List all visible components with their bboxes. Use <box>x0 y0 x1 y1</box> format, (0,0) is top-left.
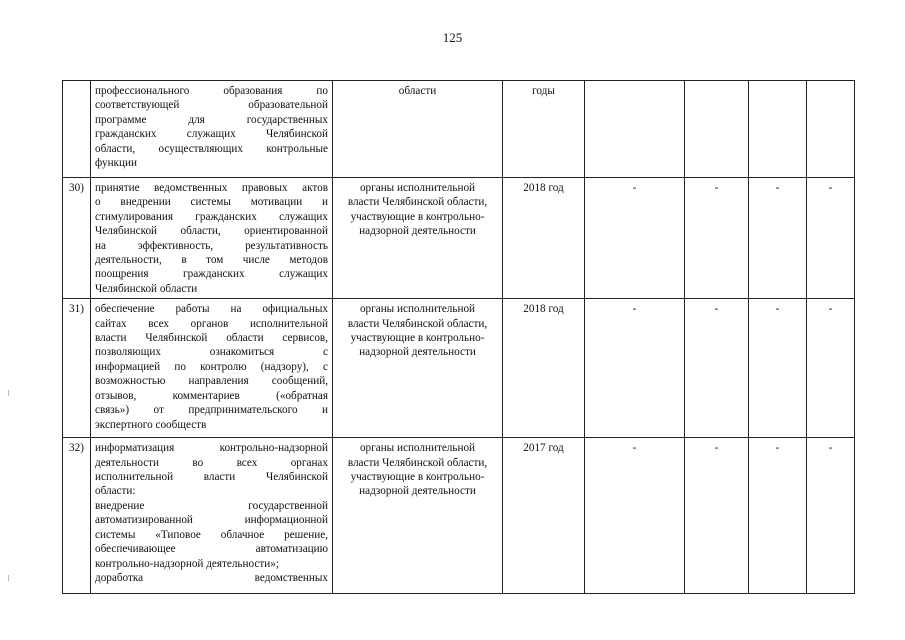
text-line: органы исполнительной <box>359 442 476 455</box>
cell-value-4: - <box>807 178 855 299</box>
text-line: гражданских служащих Челябинской <box>95 128 328 141</box>
table-row-continuation <box>63 81 855 178</box>
cell-description <box>91 438 333 594</box>
cell-description <box>91 81 333 178</box>
cell-number: 30) <box>63 178 91 299</box>
text-line: информатизация контрольно-надзорной <box>95 442 328 455</box>
text-line: надзорной деятельности <box>359 225 476 238</box>
cell-value-3: - <box>749 299 807 438</box>
text-line: информацией по контролю (надзору), с <box>95 360 328 373</box>
text-line: Челябинской области, ориентированной <box>95 225 328 238</box>
text-line: на эффективность, результативность <box>95 239 328 252</box>
text-line: участвующие в контрольно- <box>350 210 485 223</box>
text-line: деятельности во всех органах <box>95 456 328 469</box>
text-line: принятие ведомственных правовых актов <box>95 182 328 194</box>
text-line: контрольно-надзорной деятельности»; <box>95 557 279 570</box>
table-row <box>63 438 855 594</box>
cell-value-3: - <box>749 438 807 594</box>
text-line: области, осуществляющих контрольные <box>95 142 328 155</box>
text-line: обеспечивающее автоматизацию <box>95 543 328 556</box>
text-line: органы исполнительной <box>359 182 476 194</box>
text-line: системы «Типовое облачное решение, <box>95 528 328 541</box>
cell-number <box>63 81 91 178</box>
text-line: власти Челябинской области, <box>347 196 488 209</box>
cell-description <box>91 299 333 438</box>
scan-edge-mark <box>8 390 9 396</box>
cell-period: 2017 год <box>503 438 585 594</box>
cell-value-2: - <box>685 299 749 438</box>
table-row <box>63 299 855 438</box>
text-line: функции <box>95 157 137 170</box>
text-line: программе для государственных <box>95 113 328 126</box>
text-line: обеспечение работы на официальных <box>95 303 328 316</box>
text-line: участвующие в контрольно- <box>350 471 485 484</box>
text-line: органы исполнительной <box>359 303 476 316</box>
text-line: поощрения гражданских служащих <box>95 268 328 281</box>
text-line: позволяющих ознакомиться с <box>95 346 328 359</box>
text-line: сайтах всех органов исполнительной <box>95 317 328 330</box>
cell-value-3: - <box>749 178 807 299</box>
cell-period: 2018 год <box>503 299 585 438</box>
scan-edge-mark <box>8 575 9 581</box>
text-line: соответствующей образовательной <box>95 99 328 112</box>
measures-table <box>62 80 855 594</box>
cell-value-1: - <box>585 299 685 438</box>
cell-number: 32) <box>63 438 91 594</box>
cell-executor: области <box>333 81 503 178</box>
text-line: власти Челябинской области, <box>347 317 488 330</box>
text-line: надзорной деятельности <box>359 346 476 359</box>
text-line: участвующие в контрольно- <box>350 332 485 345</box>
cell-description <box>91 178 333 299</box>
cell-value-2 <box>685 81 749 178</box>
cell-number: 31) <box>63 299 91 438</box>
text-line: власти Челябинской области сервисов, <box>95 332 328 345</box>
text-line: возможностью направления сообщений, <box>95 375 328 388</box>
cell-period: 2018 год <box>503 178 585 299</box>
text-line: профессионального образования по <box>95 85 328 97</box>
text-line: экспертного сообществ <box>95 418 207 431</box>
cell-value-1 <box>585 81 685 178</box>
text-line: Челябинской области <box>95 282 198 295</box>
cell-value-4: - <box>807 299 855 438</box>
text-line: отзывов, комментариев («обратная <box>95 389 328 402</box>
cell-executor <box>333 299 503 438</box>
text-line: области: <box>95 485 136 498</box>
text-line: внедрение государственной <box>95 499 328 512</box>
cell-period: годы <box>503 81 585 178</box>
cell-value-1: - <box>585 178 685 299</box>
text-line: о внедрении системы мотивации и <box>95 196 328 209</box>
cell-executor <box>333 438 503 594</box>
text-line: автоматизированной информационной <box>95 514 328 527</box>
cell-executor <box>333 178 503 299</box>
text-line: деятельности, в том числе методов <box>95 254 328 267</box>
text-line: доработка ведомственных <box>95 571 328 584</box>
text-line: надзорной деятельности <box>359 485 476 498</box>
page-number: 125 <box>442 30 463 45</box>
text-line: стимулирования гражданских служащих <box>95 210 328 223</box>
cell-value-4 <box>807 81 855 178</box>
text-line: связь») от предпринимательского и <box>95 404 328 417</box>
text-line: власти Челябинской области, <box>347 456 488 469</box>
text-line: исполнительной власти Челябинской <box>95 471 328 484</box>
cell-value-2: - <box>685 178 749 299</box>
cell-value-1: - <box>585 438 685 594</box>
table-row <box>63 178 855 299</box>
cell-value-2: - <box>685 438 749 594</box>
cell-value-3 <box>749 81 807 178</box>
cell-value-4: - <box>807 438 855 594</box>
